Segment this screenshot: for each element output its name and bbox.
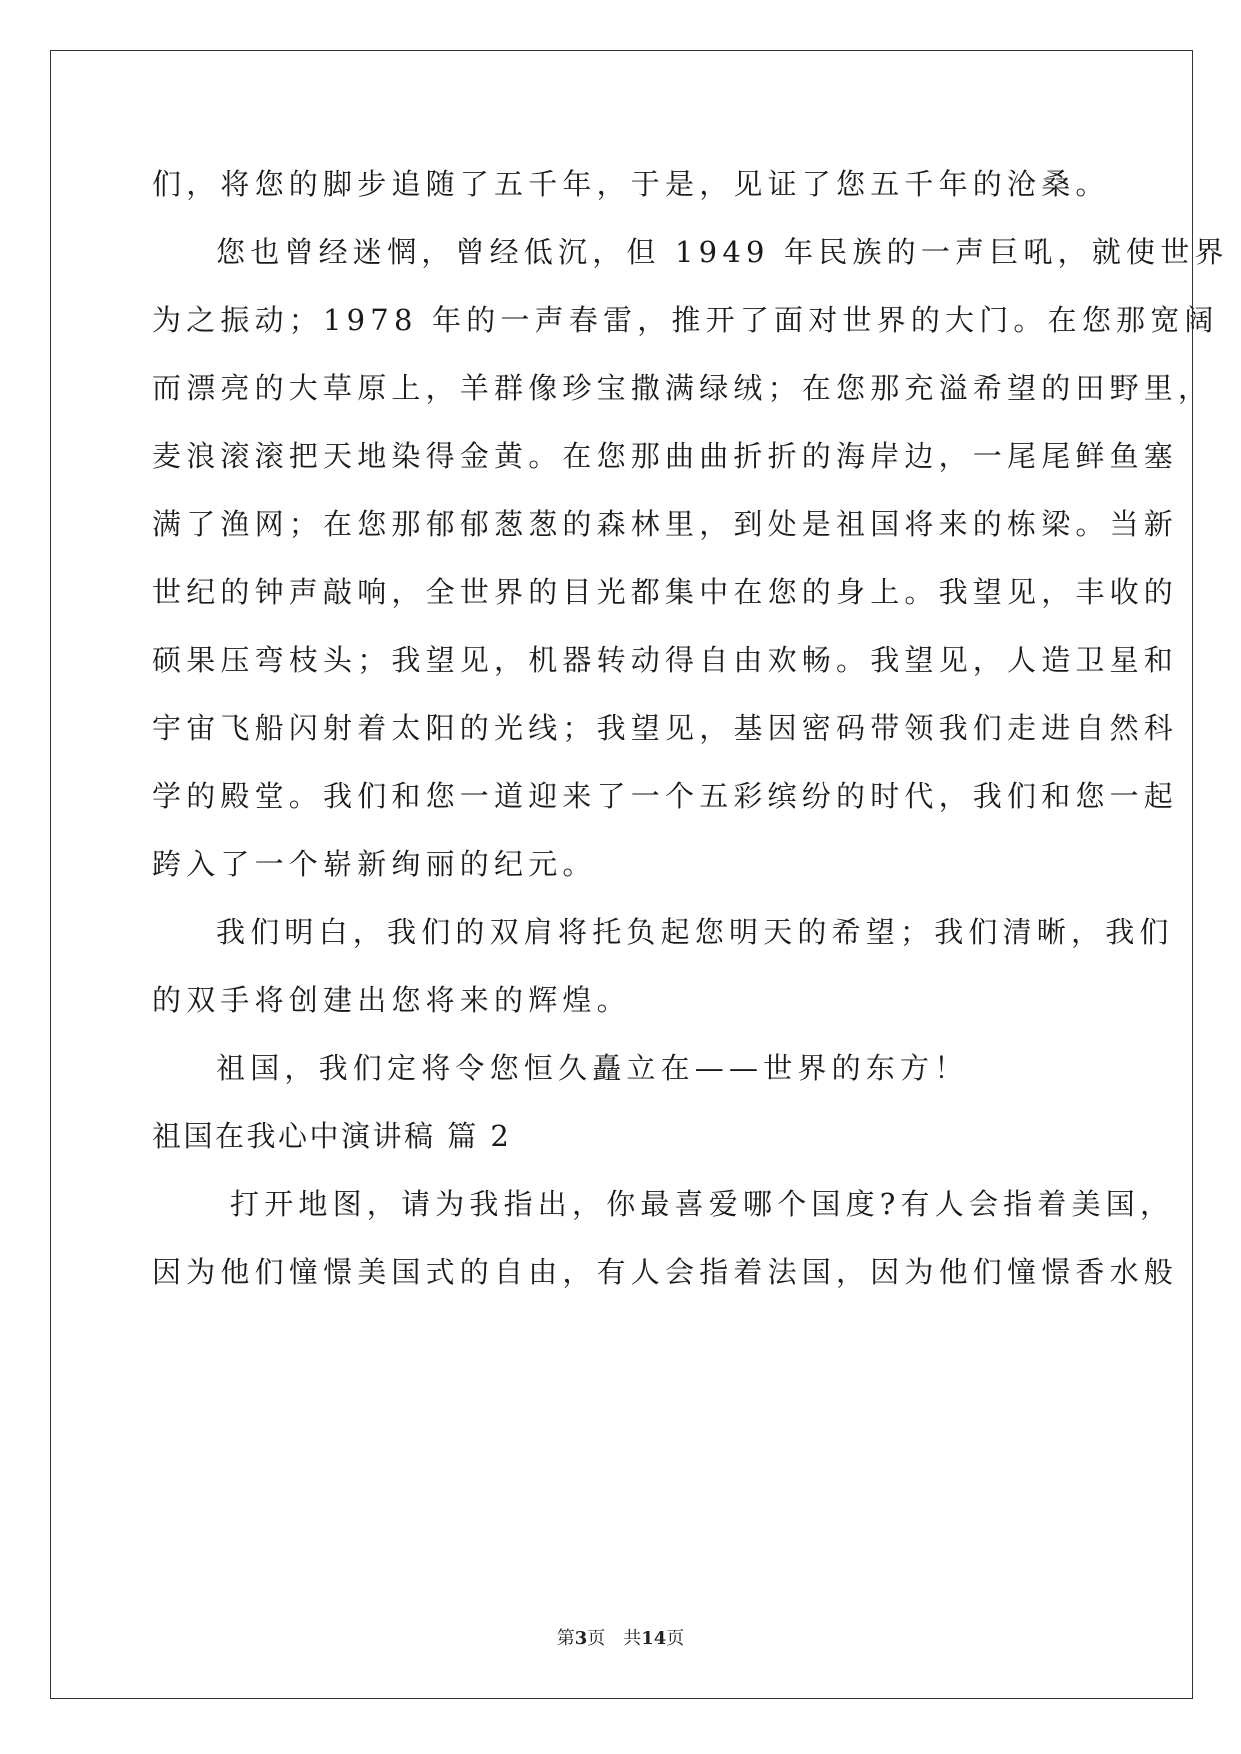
- text-line: 打开地图，请为我指出，你最喜爱哪个国度?有人会指着美国，: [230, 1187, 1175, 1221]
- text-line: 硕果压弯枝头；我望见，机器转动得自由欢畅。我望见，人造卫星和: [152, 643, 1179, 677]
- section-heading: 祖国在我心中演讲稿 篇 2: [152, 1119, 512, 1153]
- page-suffix: 页: [587, 1628, 606, 1649]
- page-prefix: 第: [556, 1628, 575, 1649]
- text-line: 而漂亮的大草原上，羊群像珍宝撒满绿绒；在您那充溢希望的田野里，: [152, 371, 1213, 405]
- text-line: 您也曾经迷惘，曾经低沉，但 1949 年民族的一声巨吼，就使世界: [216, 235, 1229, 269]
- total-prefix: 共: [623, 1628, 642, 1649]
- text-line: 跨入了一个崭新绚丽的纪元。: [152, 847, 597, 881]
- text-line: 祖国，我们定将令您恒久矗立在——世界的东方！: [216, 1051, 969, 1085]
- text-line: 宇宙飞船闪射着太阳的光线；我望见，基因密码带领我们走进自然科: [152, 711, 1179, 745]
- text-line: 世纪的钟声敲响，全世界的目光都集中在您的身上。我望见，丰收的: [152, 575, 1179, 609]
- text-line: 的双手将创建出您将来的辉煌。: [152, 983, 631, 1017]
- page-footer: [0, 1627, 1241, 1651]
- text-line: 们，将您的脚步追随了五千年，于是，见证了您五千年的沧桑。: [152, 167, 1110, 201]
- total-suffix: 页: [666, 1628, 685, 1649]
- text-line: 因为他们憧憬美国式的自由，有人会指着法国，因为他们憧憬香水般: [152, 1255, 1179, 1289]
- text-line: 为之振动；1978 年的一声春雷，推开了面对世界的大门。在您那宽阔: [152, 303, 1219, 337]
- text-line: 麦浪滚滚把天地染得金黄。在您那曲曲折折的海岸边，一尾尾鲜鱼塞: [152, 439, 1179, 473]
- text-line: 我们明白，我们的双肩将托负起您明天的希望；我们清晰，我们: [216, 915, 1174, 949]
- page-number: 3: [574, 1628, 588, 1649]
- text-line: 满了渔网；在您那郁郁葱葱的森林里，到处是祖国将来的栋梁。当新: [152, 507, 1179, 541]
- total-pages: 14: [641, 1628, 667, 1649]
- text-line: 学的殿堂。我们和您一道迎来了一个五彩缤纷的时代，我们和您一起: [152, 779, 1179, 813]
